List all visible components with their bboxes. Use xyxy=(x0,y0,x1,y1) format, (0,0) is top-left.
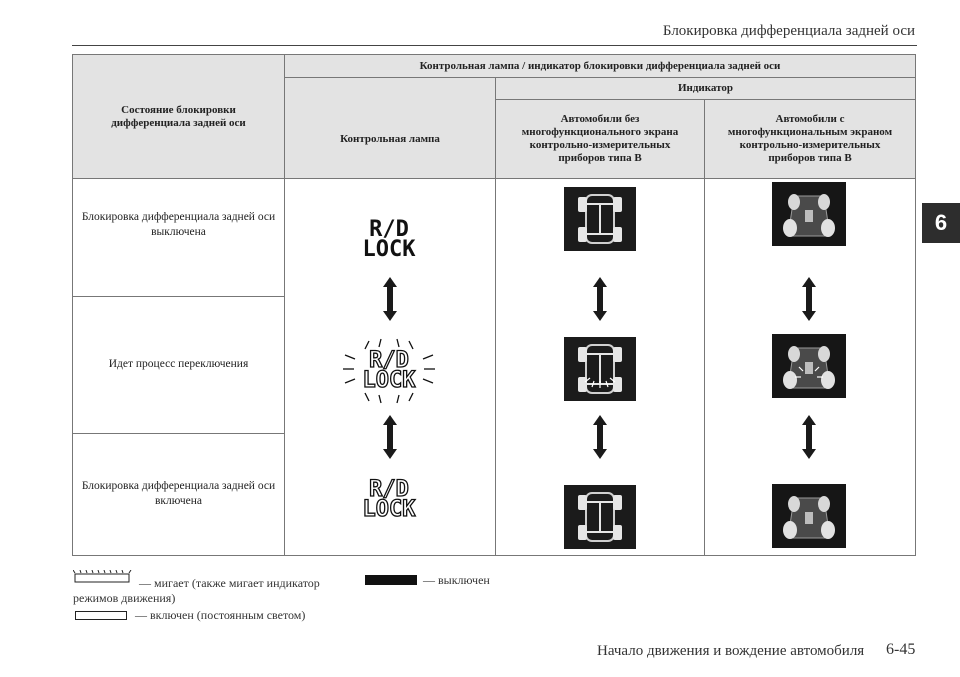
rd-lock-lamp-blinking-icon xyxy=(343,339,435,403)
indicator-b-cell xyxy=(705,179,916,556)
state-row-off xyxy=(73,179,285,297)
footer-section-title: Начало движения и вождение автомобиля xyxy=(597,643,865,659)
svg-text:R/D: R/D xyxy=(369,217,409,242)
indicator-col-b-text: Автомобили с многофункциональным экраном контрольно-измерительных приборов типа B xyxy=(727,113,893,164)
drivetrain-indicator-on-icon xyxy=(564,485,636,549)
indicator-col-b-header xyxy=(705,100,916,179)
state-switching-text: Идет процесс переключения xyxy=(108,358,249,371)
drivetrain-3d-indicator-blinking-icon xyxy=(772,334,846,398)
transition-arrow-icon xyxy=(593,277,607,321)
legend-blink-text: — мигает (также мигает индикатор режимов движения) xyxy=(73,576,320,605)
state-column-header-text: Состояние блокировки дифференциала задней оси xyxy=(111,103,246,129)
legend-on-text: — включен (постоянным светом) xyxy=(135,608,306,622)
transition-arrow-icon xyxy=(383,415,397,459)
state-off-text: Блокировка дифференциала задней оси выключена xyxy=(81,211,276,239)
svg-text:LOCK: LOCK xyxy=(362,497,416,522)
state-row-on xyxy=(73,433,285,555)
indicator-b-sequence xyxy=(705,179,915,555)
transition-arrow-icon xyxy=(802,277,816,321)
footer-page-number: 6-45 xyxy=(886,641,916,658)
indicator-a-cell xyxy=(496,179,705,556)
svg-text:R/D: R/D xyxy=(369,477,409,502)
header-title: Блокировка дифференциала задней оси xyxy=(662,23,915,39)
state-column-header xyxy=(73,55,285,179)
indicator-group-header: Индикатор xyxy=(496,78,916,100)
legend-off-text: — выключен xyxy=(423,573,490,587)
header-divider xyxy=(72,45,917,46)
svg-text:LOCK: LOCK xyxy=(362,368,416,393)
transition-arrow-icon xyxy=(383,277,397,321)
drivetrain-3d-indicator-off-icon xyxy=(772,182,846,246)
drivetrain-indicator-off-icon xyxy=(564,187,636,251)
lamp-column-header xyxy=(285,78,496,179)
indicator-col-a-header xyxy=(496,100,705,179)
legend-on-swatch xyxy=(75,611,127,620)
lamp-icon-sequence xyxy=(285,179,495,555)
transition-arrow-icon xyxy=(802,415,816,459)
svg-text:LOCK: LOCK xyxy=(362,237,416,262)
transition-arrow-icon xyxy=(593,415,607,459)
legend-off-swatch xyxy=(365,575,417,585)
rd-lock-lamp-off-icon xyxy=(363,477,417,522)
lamp-group-header: Контрольная лампа / индикатор блокировки дифференциала задней оси xyxy=(285,55,916,78)
rd-lock-lamp-on-icon xyxy=(363,217,417,262)
lamp-column-header-text: Контрольная лампа xyxy=(340,132,440,145)
chapter-tab: 6 xyxy=(922,203,960,243)
indicator-col-a-text: Автомобили без многофункционального экрана контрольно-измерительных приборов типа B xyxy=(521,113,679,164)
state-on-text: Блокировка дифференциала задней оси включена xyxy=(81,480,276,508)
state-row-switching xyxy=(73,297,285,433)
indicator-table xyxy=(72,54,916,556)
indicator-a-sequence xyxy=(496,179,704,555)
drivetrain-3d-indicator-on-icon xyxy=(772,484,846,548)
drivetrain-indicator-blinking-icon xyxy=(564,337,636,401)
svg-text:R/D: R/D xyxy=(369,348,409,373)
lamp-icons-cell xyxy=(285,179,496,556)
